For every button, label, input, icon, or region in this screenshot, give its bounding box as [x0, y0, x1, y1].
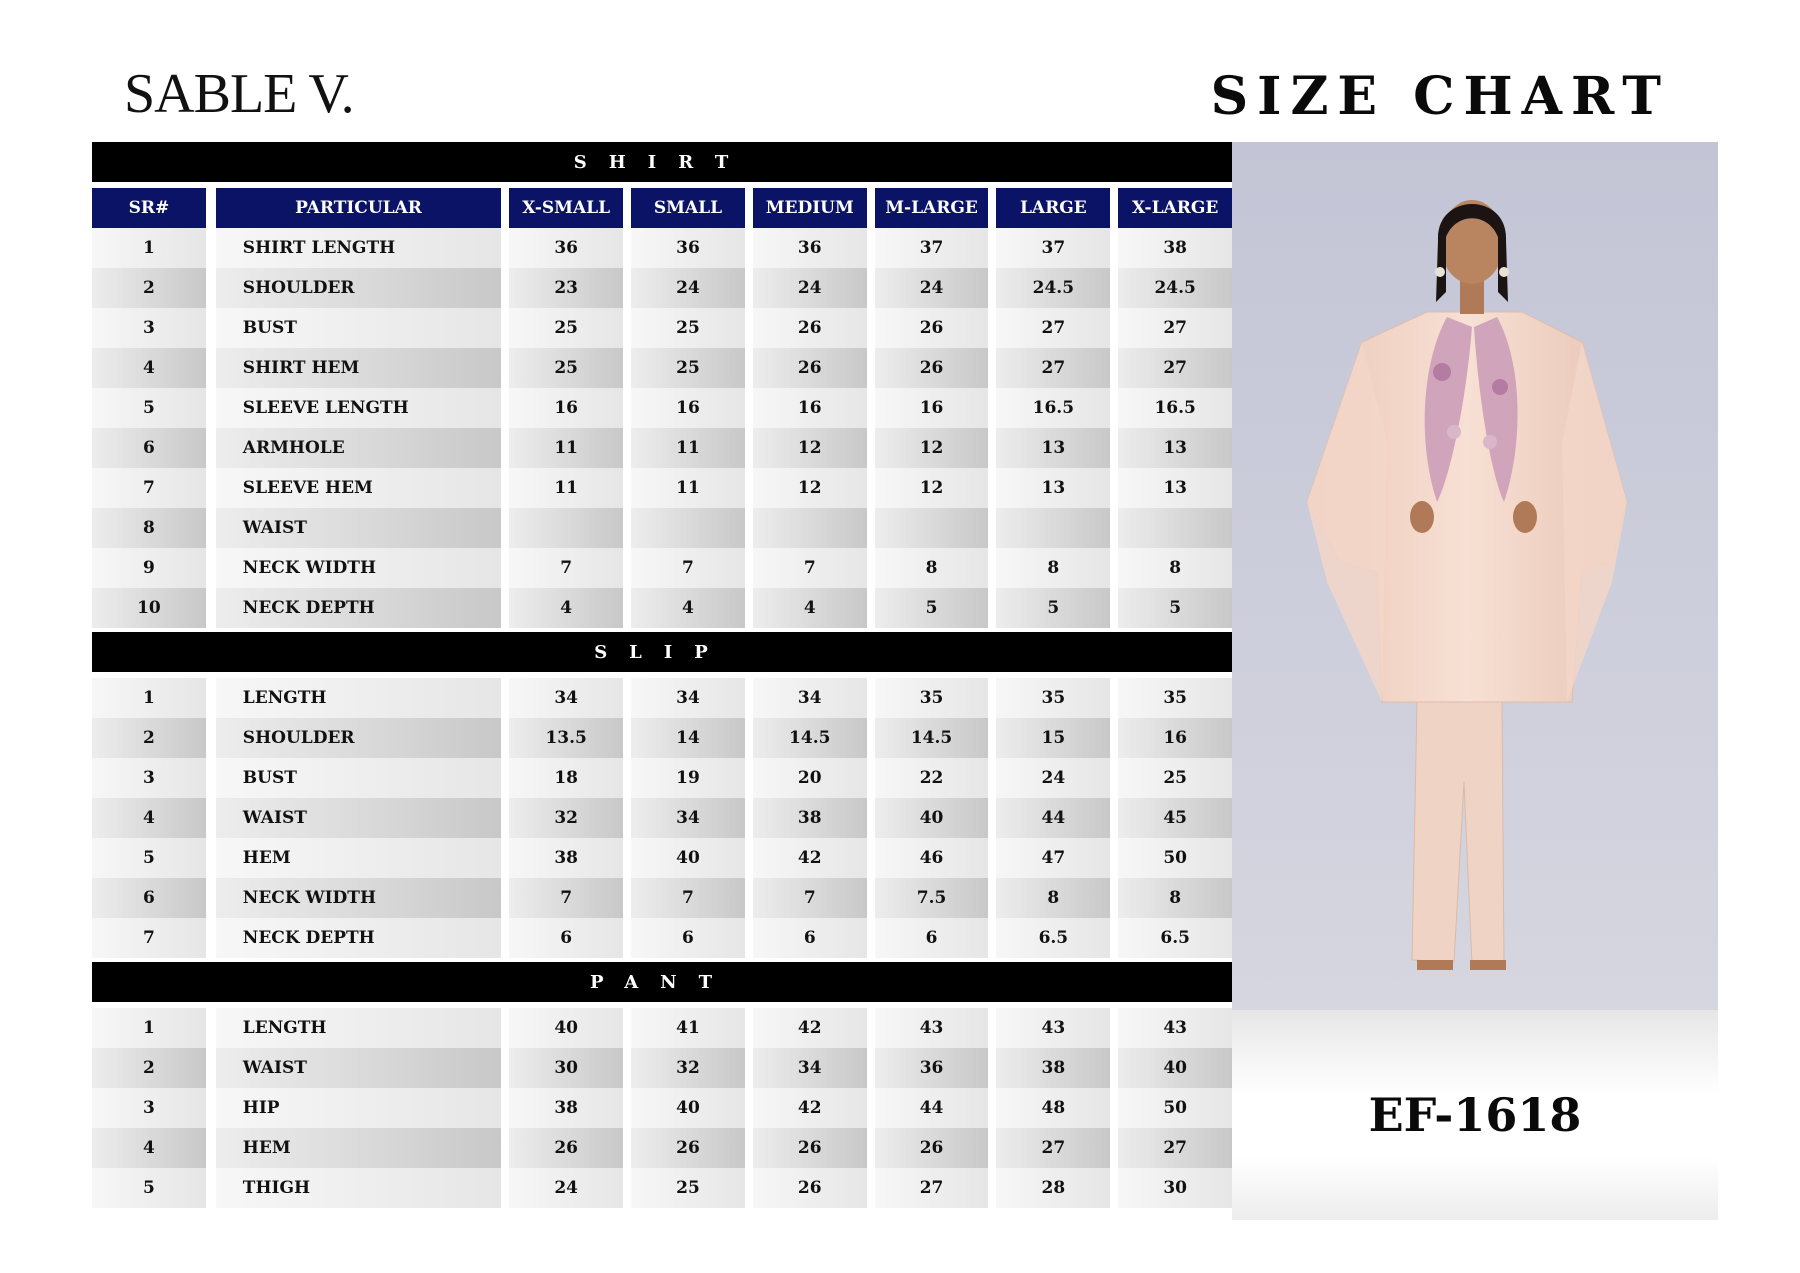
value-cell: 13 — [1118, 428, 1232, 468]
value-cell — [996, 508, 1110, 548]
value-cell: 38 — [753, 798, 867, 838]
particular-cell: NECK DEPTH — [216, 588, 501, 628]
value-cell: 26 — [753, 308, 867, 348]
sr-cell: 3 — [92, 1088, 206, 1128]
size-column-x-large — [1118, 182, 1232, 628]
size-column-small — [631, 1002, 745, 1208]
sr-column — [92, 672, 206, 958]
particular-cell: NECK WIDTH — [216, 548, 501, 588]
value-cell: 6 — [875, 918, 989, 958]
value-cell: 35 — [996, 678, 1110, 718]
particular-cell: SHOULDER — [216, 718, 501, 758]
value-cell: 4 — [631, 588, 745, 628]
value-cell: 6 — [509, 918, 623, 958]
value-cell: 34 — [753, 1048, 867, 1088]
value-cell: 18 — [509, 758, 623, 798]
value-cell: 5 — [996, 588, 1110, 628]
value-cell: 25 — [509, 308, 623, 348]
value-cell: 26 — [753, 1128, 867, 1168]
value-cell: 11 — [631, 468, 745, 508]
value-cell: 6.5 — [1118, 918, 1232, 958]
value-cell: 40 — [631, 838, 745, 878]
value-cell: 36 — [631, 228, 745, 268]
size-chart-table — [92, 142, 1232, 1208]
sr-cell: 7 — [92, 918, 206, 958]
value-cell: 19 — [631, 758, 745, 798]
header-size-medium: MEDIUM — [753, 188, 867, 228]
size-column-m-large — [875, 182, 989, 628]
sr-cell: 1 — [92, 228, 206, 268]
sr-cell: 5 — [92, 1168, 206, 1208]
value-cell: 34 — [753, 678, 867, 718]
value-cell: 27 — [875, 1168, 989, 1208]
value-cell: 20 — [753, 758, 867, 798]
model-illustration — [1232, 142, 1718, 1010]
particular-cell: THIGH — [216, 1168, 501, 1208]
sr-cell: 7 — [92, 468, 206, 508]
size-column-x-small — [509, 1002, 623, 1208]
value-cell: 30 — [509, 1048, 623, 1088]
value-cell: 5 — [1118, 588, 1232, 628]
value-cell: 25 — [631, 348, 745, 388]
value-cell: 12 — [875, 468, 989, 508]
particular-cell: WAIST — [216, 798, 501, 838]
value-cell: 8 — [996, 548, 1110, 588]
value-cell: 40 — [875, 798, 989, 838]
size-column-small — [631, 182, 745, 628]
particular-column — [216, 1002, 501, 1208]
value-cell: 38 — [1118, 228, 1232, 268]
value-cell: 24 — [875, 268, 989, 308]
section-bar-slip: SLIP — [92, 632, 1232, 672]
particular-cell: HEM — [216, 1128, 501, 1168]
value-cell: 26 — [509, 1128, 623, 1168]
sr-cell: 4 — [92, 348, 206, 388]
sr-cell: 10 — [92, 588, 206, 628]
value-cell: 27 — [996, 1128, 1110, 1168]
value-cell: 16 — [875, 388, 989, 428]
value-cell: 25 — [631, 1168, 745, 1208]
value-cell: 34 — [631, 678, 745, 718]
value-cell: 34 — [631, 798, 745, 838]
value-cell: 50 — [1118, 838, 1232, 878]
value-cell: 16 — [1118, 718, 1232, 758]
value-cell: 4 — [753, 588, 867, 628]
value-cell: 7 — [509, 548, 623, 588]
value-cell: 32 — [631, 1048, 745, 1088]
value-cell: 13 — [996, 468, 1110, 508]
particular-cell: BUST — [216, 308, 501, 348]
value-cell: 50 — [1118, 1088, 1232, 1128]
value-cell: 15 — [996, 718, 1110, 758]
particular-column — [216, 182, 501, 628]
sr-cell: 2 — [92, 268, 206, 308]
value-cell: 16 — [509, 388, 623, 428]
value-cell: 26 — [875, 308, 989, 348]
value-cell: 23 — [509, 268, 623, 308]
page-title: SIZE CHART — [1210, 66, 1670, 127]
value-cell: 38 — [996, 1048, 1110, 1088]
sr-cell: 4 — [92, 1128, 206, 1168]
size-column-small — [631, 672, 745, 958]
value-cell: 8 — [1118, 548, 1232, 588]
particular-cell: SLEEVE HEM — [216, 468, 501, 508]
particular-cell: LENGTH — [216, 1008, 501, 1048]
value-cell: 14.5 — [875, 718, 989, 758]
value-cell: 26 — [875, 1128, 989, 1168]
value-cell: 27 — [1118, 308, 1232, 348]
particular-cell: LENGTH — [216, 678, 501, 718]
particular-cell: NECK WIDTH — [216, 878, 501, 918]
value-cell: 8 — [996, 878, 1110, 918]
sr-cell: 1 — [92, 678, 206, 718]
value-cell: 24 — [996, 758, 1110, 798]
value-cell: 40 — [509, 1008, 623, 1048]
size-column-x-large — [1118, 672, 1232, 958]
product-photo — [1232, 142, 1718, 1010]
value-cell: 16 — [753, 388, 867, 428]
value-cell — [1118, 508, 1232, 548]
value-cell: 26 — [753, 348, 867, 388]
value-cell: 36 — [753, 228, 867, 268]
size-column-m-large — [875, 1002, 989, 1208]
value-cell: 22 — [875, 758, 989, 798]
section-bar-pant: PANT — [92, 962, 1232, 1002]
value-cell: 25 — [509, 348, 623, 388]
particular-cell: BUST — [216, 758, 501, 798]
value-cell: 14.5 — [753, 718, 867, 758]
header-size-m-large: M-LARGE — [875, 188, 989, 228]
value-cell: 43 — [996, 1008, 1110, 1048]
header-particular: PARTICULAR — [216, 188, 501, 228]
particular-cell: ARMHOLE — [216, 428, 501, 468]
value-cell: 44 — [875, 1088, 989, 1128]
value-cell: 24.5 — [996, 268, 1110, 308]
size-column-x-small — [509, 672, 623, 958]
size-column-large — [996, 1002, 1110, 1208]
value-cell: 37 — [875, 228, 989, 268]
sr-cell: 6 — [92, 878, 206, 918]
value-cell: 35 — [875, 678, 989, 718]
value-cell: 44 — [996, 798, 1110, 838]
header-size-small: SMALL — [631, 188, 745, 228]
value-cell: 6.5 — [996, 918, 1110, 958]
value-cell — [753, 508, 867, 548]
sr-cell: 1 — [92, 1008, 206, 1048]
value-cell: 11 — [509, 468, 623, 508]
header-size-x-large: X-LARGE — [1118, 188, 1232, 228]
value-cell: 25 — [631, 308, 745, 348]
value-cell: 48 — [996, 1088, 1110, 1128]
value-cell: 13 — [996, 428, 1110, 468]
value-cell: 28 — [996, 1168, 1110, 1208]
value-cell: 12 — [875, 428, 989, 468]
value-cell: 35 — [1118, 678, 1232, 718]
header-size-x-small: X-SMALL — [509, 188, 623, 228]
particular-cell: WAIST — [216, 508, 501, 548]
sr-cell: 4 — [92, 798, 206, 838]
value-cell: 41 — [631, 1008, 745, 1048]
value-cell: 37 — [996, 228, 1110, 268]
value-cell: 47 — [996, 838, 1110, 878]
value-cell: 27 — [996, 308, 1110, 348]
sr-cell: 8 — [92, 508, 206, 548]
sr-cell: 5 — [92, 838, 206, 878]
section-grid-shirt — [92, 182, 1232, 628]
value-cell: 26 — [631, 1128, 745, 1168]
value-cell: 42 — [753, 1008, 867, 1048]
value-cell: 13 — [1118, 468, 1232, 508]
value-cell: 5 — [875, 588, 989, 628]
value-cell: 6 — [631, 918, 745, 958]
size-column-large — [996, 672, 1110, 958]
size-column-medium — [753, 672, 867, 958]
sr-cell: 2 — [92, 718, 206, 758]
value-cell: 16.5 — [1118, 388, 1232, 428]
product-code: EF-1618 — [1368, 1088, 1582, 1142]
value-cell: 8 — [875, 548, 989, 588]
sr-column — [92, 182, 206, 628]
value-cell: 30 — [1118, 1168, 1232, 1208]
product-code-panel — [1232, 1010, 1718, 1220]
value-cell: 24.5 — [1118, 268, 1232, 308]
value-cell: 36 — [509, 228, 623, 268]
value-cell: 25 — [1118, 758, 1232, 798]
value-cell: 34 — [509, 678, 623, 718]
sr-cell: 9 — [92, 548, 206, 588]
value-cell: 38 — [509, 838, 623, 878]
section-grid-pant — [92, 1002, 1232, 1208]
value-cell: 27 — [1118, 348, 1232, 388]
sr-cell: 5 — [92, 388, 206, 428]
value-cell: 11 — [631, 428, 745, 468]
value-cell: 7 — [631, 548, 745, 588]
value-cell: 16.5 — [996, 388, 1110, 428]
value-cell: 26 — [753, 1168, 867, 1208]
particular-cell: HIP — [216, 1088, 501, 1128]
value-cell: 26 — [875, 348, 989, 388]
value-cell — [631, 508, 745, 548]
value-cell: 36 — [875, 1048, 989, 1088]
size-column-medium — [753, 182, 867, 628]
value-cell: 32 — [509, 798, 623, 838]
particular-column — [216, 672, 501, 958]
value-cell: 27 — [1118, 1128, 1232, 1168]
value-cell: 4 — [509, 588, 623, 628]
value-cell: 6 — [753, 918, 867, 958]
value-cell: 38 — [509, 1088, 623, 1128]
value-cell: 8 — [1118, 878, 1232, 918]
brand-logo: SABLE V. — [124, 63, 354, 125]
value-cell: 27 — [996, 348, 1110, 388]
particular-cell: SHOULDER — [216, 268, 501, 308]
particular-cell: SHIRT LENGTH — [216, 228, 501, 268]
size-column-x-small — [509, 182, 623, 628]
value-cell: 24 — [509, 1168, 623, 1208]
value-cell: 7 — [631, 878, 745, 918]
section-bar-shirt: SHIRT — [92, 142, 1232, 182]
value-cell — [509, 508, 623, 548]
value-cell: 46 — [875, 838, 989, 878]
section-grid-slip — [92, 672, 1232, 958]
sr-cell: 6 — [92, 428, 206, 468]
value-cell: 43 — [1118, 1008, 1232, 1048]
value-cell: 40 — [631, 1088, 745, 1128]
header-sr: SR# — [92, 188, 206, 228]
value-cell: 24 — [631, 268, 745, 308]
value-cell: 43 — [875, 1008, 989, 1048]
value-cell: 14 — [631, 718, 745, 758]
value-cell: 7 — [753, 548, 867, 588]
particular-cell: SLEEVE LENGTH — [216, 388, 501, 428]
value-cell: 40 — [1118, 1048, 1232, 1088]
value-cell: 45 — [1118, 798, 1232, 838]
size-column-m-large — [875, 672, 989, 958]
value-cell: 42 — [753, 838, 867, 878]
value-cell: 12 — [753, 468, 867, 508]
value-cell: 7.5 — [875, 878, 989, 918]
value-cell: 24 — [753, 268, 867, 308]
size-column-medium — [753, 1002, 867, 1208]
particular-cell: HEM — [216, 838, 501, 878]
sr-cell: 3 — [92, 308, 206, 348]
value-cell: 11 — [509, 428, 623, 468]
sr-cell: 2 — [92, 1048, 206, 1088]
size-column-large — [996, 182, 1110, 628]
value-cell: 7 — [753, 878, 867, 918]
value-cell: 7 — [509, 878, 623, 918]
particular-cell: WAIST — [216, 1048, 501, 1088]
value-cell: 16 — [631, 388, 745, 428]
sr-column — [92, 1002, 206, 1208]
size-column-x-large — [1118, 1002, 1232, 1208]
particular-cell: SHIRT HEM — [216, 348, 501, 388]
particular-cell: NECK DEPTH — [216, 918, 501, 958]
header-size-large: LARGE — [996, 188, 1110, 228]
value-cell: 42 — [753, 1088, 867, 1128]
value-cell — [875, 508, 989, 548]
sr-cell: 3 — [92, 758, 206, 798]
value-cell: 12 — [753, 428, 867, 468]
value-cell: 13.5 — [509, 718, 623, 758]
